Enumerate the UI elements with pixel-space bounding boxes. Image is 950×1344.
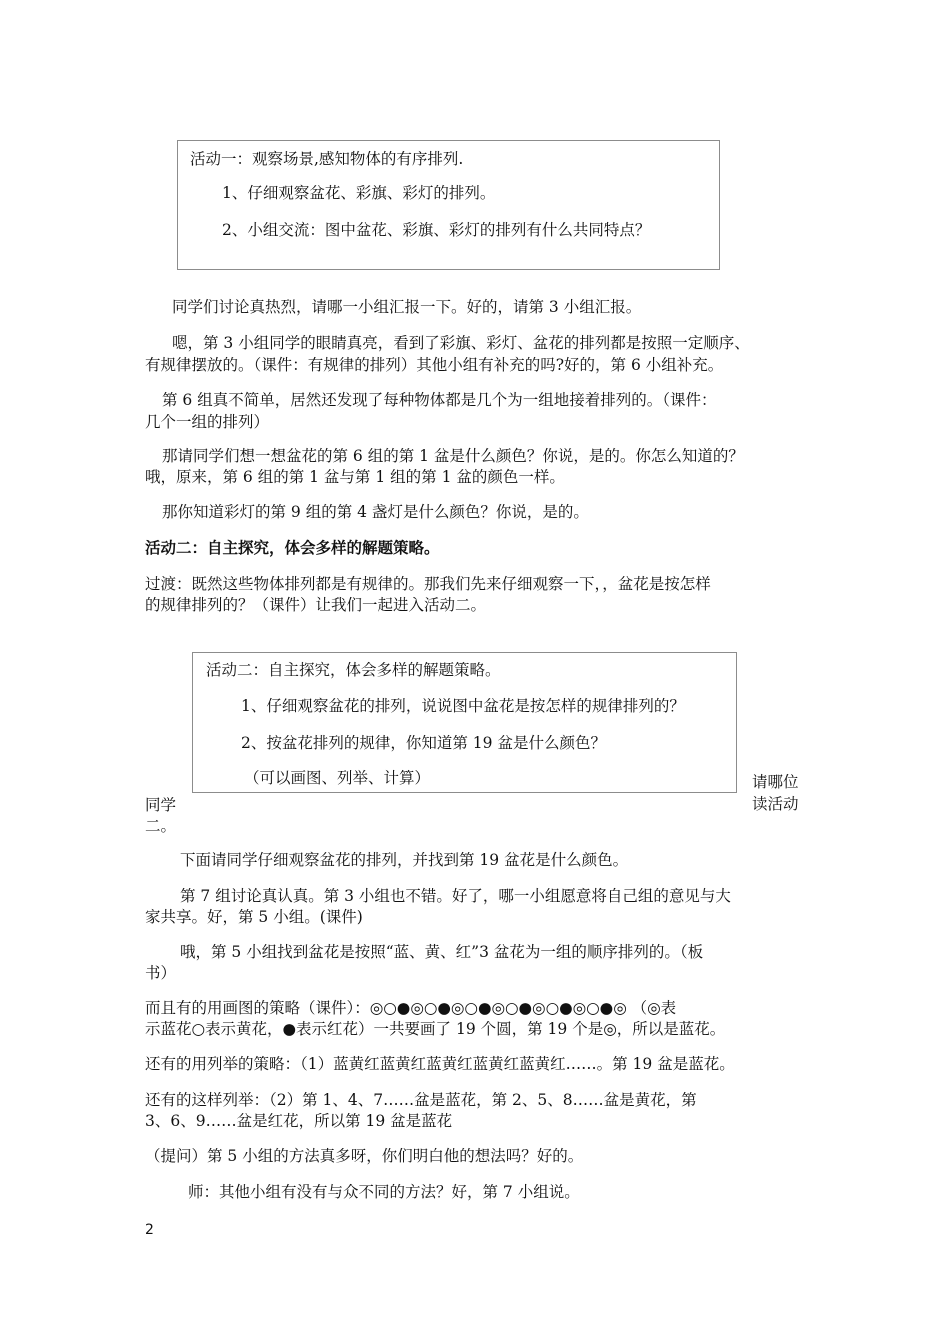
paragraph-teacher: 师：其他小组有没有与众不同的方法？好，第 7 小组说。: [188, 1183, 580, 1201]
paragraph-line: 的规律排列的？（课件）让我们一起进入活动二。: [145, 596, 487, 614]
section-heading-activity2: 活动二：自主探究，体会多样的解题策略。: [145, 539, 440, 557]
paragraph-line: 家共享。好，第 5 小组。(课件): [145, 908, 363, 926]
paragraph-list-strategy: 还有的用列举的策略：（1）蓝黄红蓝黄红蓝黄红蓝黄红蓝黄红……。第 19 盆是蓝花。: [145, 1055, 735, 1073]
paragraph-line: 示蓝花○表示黄花，●表示红花）一共要画了 19 个圆，第 19 个是◎，所以是蓝花。: [145, 1020, 726, 1038]
paragraph-observe: 下面请同学仔细观察盆花的排列，并找到第 19 盆花是什么颜色。: [180, 851, 629, 869]
paragraph-line: 那请同学们想一想盆花的第 6 组的第 1 盆是什么颜色？你说，是的。你怎么知道的？: [162, 447, 744, 465]
activity2-item1: 1、仔细观察盆花的排列，说说图中盆花是按怎样的规律排列的？: [241, 697, 685, 715]
paragraph-line: 第 6 组真不简单，居然还发现了每种物体都是几个为一组地接着排列的。（课件：: [162, 391, 717, 409]
paragraph-line: 有规律摆放的。（课件：有规律的排列）其他小组有补充的吗?好的，第 6 小组补充。: [145, 356, 724, 374]
paragraph-line: 几个一组的排列）: [145, 413, 270, 431]
paragraph-line: 书）: [145, 964, 177, 982]
paragraph-question: （提问）第 5 小组的方法真多呀，你们明白他的想法吗？好的。: [145, 1147, 584, 1165]
activity1-item2: 2、小组交流：图中盆花、彩旗、彩灯的排列有什么共同特点？: [222, 221, 651, 239]
page-number: 2: [145, 1222, 154, 1238]
paragraph-line: 还有的这样列举：（2）第 1、4、7……盆是蓝花，第 2、5、8……盆是黄花，第: [145, 1091, 697, 1109]
paragraph-group3-report: 同学们讨论真热烈，请哪一小组汇报一下。好的，请第 3 小组汇报。: [172, 298, 642, 316]
activity2-title: 活动二：自主探究，体会多样的解题策略。: [206, 661, 501, 679]
paragraph-line: 而且有的用画图的策略（课件）：◎○●◎○●◎○●◎○●◎○●◎○●◎ （◎表: [145, 999, 677, 1017]
paragraph-line: 哦，原来，第 6 组的第 1 盆与第 1 组的第 1 盆的颜色一样。: [145, 468, 565, 486]
paragraph-line: 嗯，第 3 小组同学的眼睛真亮，看到了彩旗、彩灯、盆花的排列都是按照一定顺序、: [172, 334, 750, 352]
wrap-text-right: 请哪位读活动: [752, 773, 799, 813]
activity2-item2: 2、按盆花排列的规律，你知道第 19 盆是什么颜色？: [241, 734, 606, 752]
paragraph-line: 哦，第 5 小组找到盆花是按照“蓝、黄、红”3 盆花为一组的顺序排列的。（板: [180, 943, 704, 961]
paragraph-lantern: 那你知道彩灯的第 9 组的第 4 盏灯是什么颜色？你说，是的。: [162, 503, 589, 521]
paragraph-line: 3、6、9……盆是红花，所以第 19 盆是蓝花: [145, 1112, 453, 1130]
activity2-item3: （可以画图、列举、计算）: [244, 769, 431, 787]
paragraph-line: 过渡：既然这些物体排列都是有规律的。那我们先来仔细观察一下，，盆花是按怎样: [145, 575, 711, 593]
paragraph-line: 第 7 组讨论真认真。第 3 小组也不错。好了，哪一小组愿意将自己组的意见与大: [180, 887, 731, 905]
activity1-item1: 1、仔细观察盆花、彩旗、彩灯的排列。: [222, 184, 496, 202]
wrap-text-left-line2: 二。: [145, 817, 177, 835]
wrap-text-left-line1: 同学: [145, 796, 177, 814]
activity1-title: 活动一：观察场景,感知物体的有序排列.: [190, 150, 464, 168]
